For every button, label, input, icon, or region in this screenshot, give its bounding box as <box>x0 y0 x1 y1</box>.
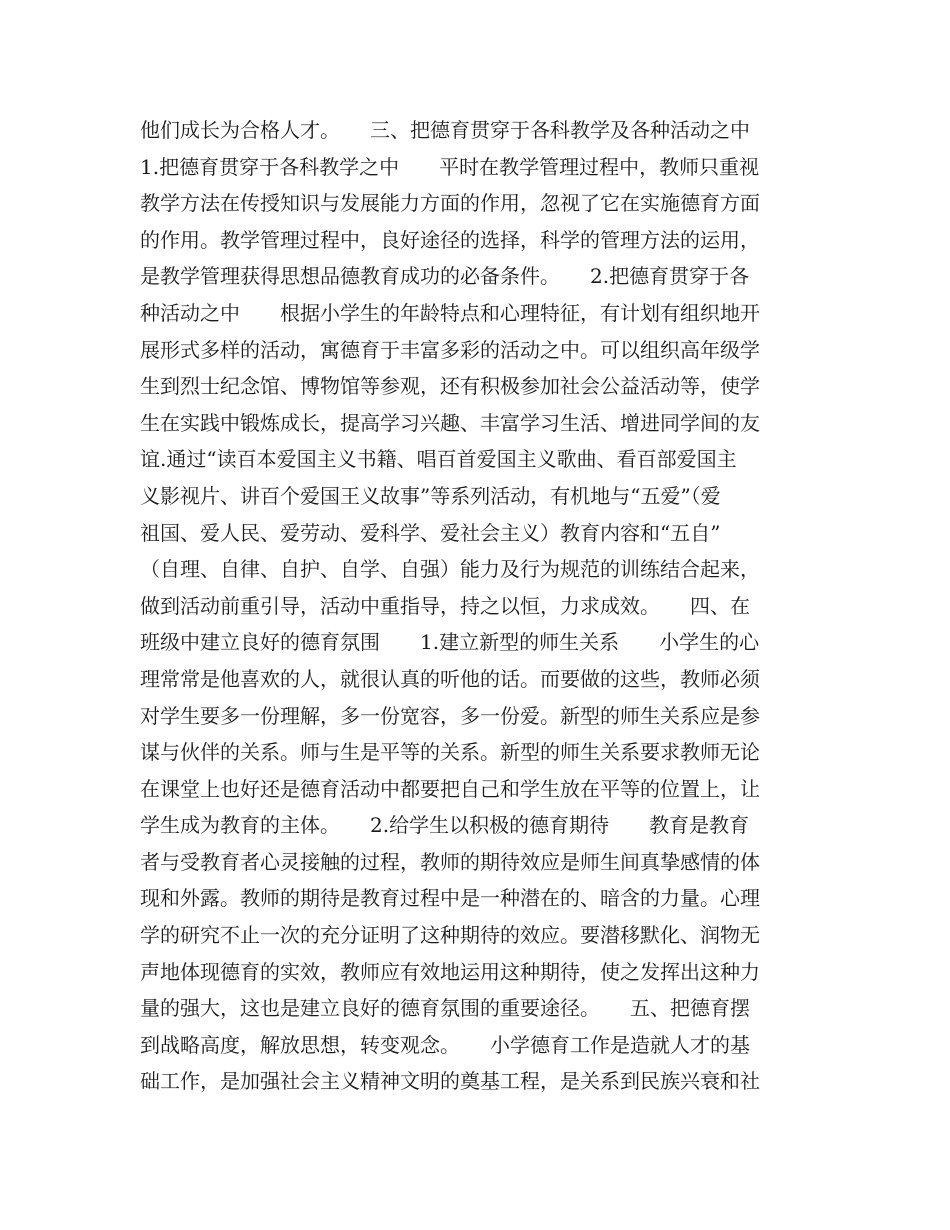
text-line: 声地体现德育的实效，教师应有效地运用这种期待，使之发挥出这种力 <box>140 959 760 984</box>
text-line: 义影视片、讲百个爱国王义故事”等系列活动，有机地与“五爱”（爱 <box>140 483 721 508</box>
text-line: 在课堂上也好还是德育活动中都要把自己和学生放在平等的位置上，让 <box>140 776 760 801</box>
text-line: 做到活动前重引导，活动中重指导，持之以恒，力求成效。 四、在 <box>140 593 750 618</box>
text-line: 1.把德育贯穿于各科教学之中 平时在教学管理过程中，教师只重视 <box>140 154 760 179</box>
text-line: 谋与伙伴的关系。师与生是平等的关系。新型的师生关系要求教师无论 <box>140 740 760 765</box>
body-text <box>140 112 820 1100</box>
text-line: 的作用。教学管理过程中，良好途径的选择，科学的管理方法的运用， <box>140 227 760 252</box>
text-line: 他们成长为合格人才。 三、把德育贯穿于各科教学及各种活动之中 <box>140 118 750 142</box>
text-line: 谊.通过“读百本爱国主义书籍、唱百首爱国主义歌曲、看百部爱国主 <box>140 447 737 472</box>
text-line: （自理、自律、自护、自学、自强）能力及行为规范的训练结合起来， <box>140 557 760 582</box>
text-line: 是教学管理获得思想品德教育成功的必备条件。 2.把德育贯穿于各 <box>140 264 750 289</box>
text-line: 学生成为教育的主体。 2.给学生以积极的德育期待 教育是教育 <box>140 813 750 838</box>
text-line: 到战略高度，解放思想，转变观念。 小学德育工作是造就人才的基 <box>140 1032 750 1057</box>
text-line: 祖国、爱人民、爱劳动、爱科学、爱社会主义）教育内容和“五自” <box>140 520 721 545</box>
text-line: 础工作，是加强社会主义精神文明的奠基工程，是关系到民族兴衰和社 <box>140 1069 760 1094</box>
text-line: 者与受教育者心灵接触的过程，教师的期待效应是师生间真挚感情的体 <box>140 849 760 874</box>
text-line: 生到烈士纪念馆、博物馆等参观，还有积极参加社会公益活动等，使学 <box>140 374 760 399</box>
text-line: 种活动之中 根据小学生的年龄特点和心理特征，有计划有组织地开 <box>140 300 760 325</box>
text-line: 对学生要多一份理解，多一份宽容，多一份爱。新型的师生关系应是参 <box>140 703 760 728</box>
text-line: 学的研究不止一次的充分证明了这种期待的效应。要潜移默化、润物无 <box>140 923 760 948</box>
text-line: 班级中建立良好的德育氛围 1.建立新型的师生关系 小学生的心 <box>140 630 760 655</box>
text-line: 量的强大，这也是建立良好的德育氛围的重要途径。 五、把德育摆 <box>140 996 750 1021</box>
text-line: 生在实践中锻炼成长，提高学习兴趣、丰富学习生活、增进同学间的友 <box>140 410 760 435</box>
text-line: 教学方法在传授知识与发展能力方面的作用，忽视了它在实施德育方面 <box>140 191 760 216</box>
text-line: 现和外露。教师的期待是教育过程中是一种潜在的、暗含的力量。心理 <box>140 886 760 911</box>
text-line: 理常常是他喜欢的人，就很认真的听他的话。而要做的这些，教师必须 <box>140 666 760 691</box>
text-line: 展形式多样的活动，寓德育于丰富多彩的活动之中。可以组织高年级学 <box>140 337 760 362</box>
